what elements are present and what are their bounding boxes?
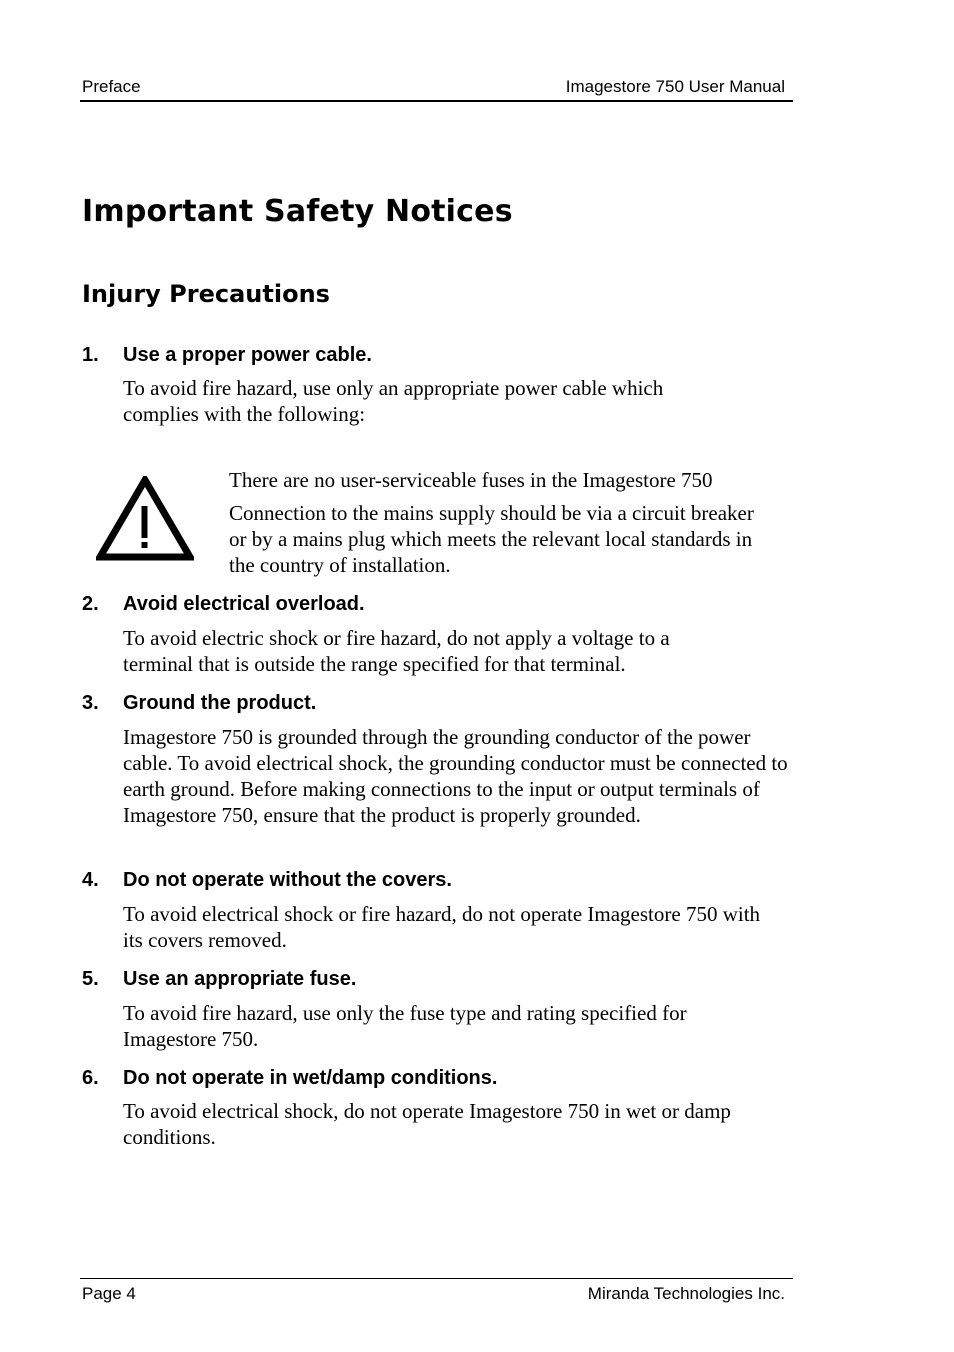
item-title: Avoid electrical overload. bbox=[123, 593, 365, 615]
item-number: 1. bbox=[82, 344, 99, 366]
item-body: Imagestore 750 is grounded through the grounding conductor of the power cable. To avoid electrical shock, the grounding conductor must be connected to earth ground. Before making connections to the input or output terminals of Imagestore 750, ensure that the product is properly grounded. bbox=[123, 725, 788, 827]
footer-company: Miranda Technologies Inc. bbox=[587, 1284, 785, 1303]
item-body: To avoid electric shock or fire hazard, do not apply a voltage to a terminal that is outside the range specified for that terminal. bbox=[123, 626, 670, 676]
item-title: Use a proper power cable. bbox=[123, 344, 372, 366]
item-number: 2. bbox=[82, 593, 99, 615]
item-body: To avoid fire hazard, use only an appropriate power cable which complies with the following: bbox=[123, 376, 664, 426]
item-body: To avoid electrical shock or fire hazard, do not operate Imagestore 750 with its covers removed. bbox=[123, 902, 761, 952]
item-body: To avoid fire hazard, use only the fuse type and rating specified for Imagestore 750. bbox=[123, 1001, 687, 1051]
page-number: Page 4 bbox=[82, 1284, 136, 1303]
item-body: To avoid electrical shock, do not operate Imagestore 750 in wet or damp conditions. bbox=[123, 1099, 731, 1149]
warning-line-fuses: There are no user-serviceable fuses in the Imagestore 750 bbox=[229, 468, 713, 492]
header-manual-title: Imagestore 750 User Manual bbox=[565, 77, 785, 96]
page-title: Important Safety Notices bbox=[82, 194, 513, 229]
item-number: 5. bbox=[82, 968, 99, 990]
header-section: Preface bbox=[82, 77, 141, 96]
warning-triangle-icon bbox=[96, 476, 194, 562]
warning-line-mains: Connection to the mains supply should be via a circuit breaker or by a mains plug which meets the relevant local standards in the country of installation. bbox=[229, 501, 754, 577]
item-number: 3. bbox=[82, 692, 99, 714]
item-title: Use an appropriate fuse. bbox=[123, 968, 357, 990]
item-title: Ground the product. bbox=[123, 692, 317, 714]
page-footer bbox=[80, 1278, 793, 1305]
item-title: Do not operate without the covers. bbox=[123, 869, 452, 891]
item-number: 4. bbox=[82, 869, 99, 891]
item-number: 6. bbox=[82, 1067, 99, 1089]
section-heading: Injury Precautions bbox=[82, 280, 330, 308]
page-header bbox=[80, 74, 793, 102]
item-title: Do not operate in wet/damp conditions. bbox=[123, 1067, 498, 1089]
